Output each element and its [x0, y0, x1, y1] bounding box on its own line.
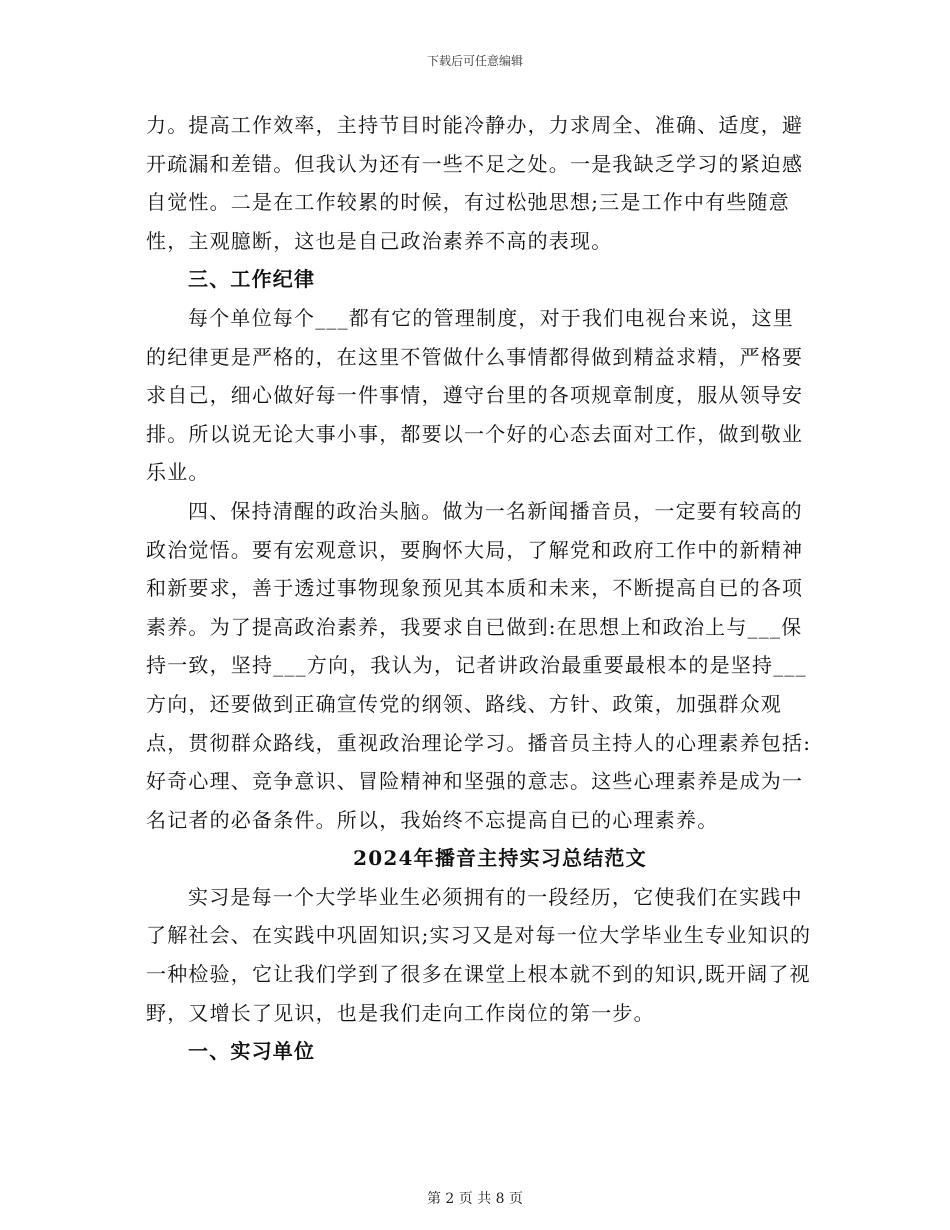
document-title: 2024年播音主持实习总结范文 [353, 846, 647, 871]
paragraph-work-efficiency: 力。提高工作效率，主持节目时能冷静办，力求周全、准确、适度，避开疏漏和差错。但我认为还有一些不足之处。一是我缺乏学习的紧迫感自觉性。二是在工作较累的时候，有过松弛思想;三是工作中有些随意性，主观臆断，这也是自己政治素养不高的表现。 [146, 113, 804, 253]
paragraph-work-discipline: 每个单位每个___都有它的管理制度，对于我们电视台来说，这里的纪律更是严格的，在这里不管做什么事情都得做到精益求精，严格要求自己，细心做好每一件事情，遵守台里的各项规章制度，服从领导安排。所以说无论大事小事，都要以一个好的心态去面对工作，做到敬业乐业。 [146, 305, 804, 485]
page-header-note: 下载后可任意编辑 [426, 54, 523, 68]
section-heading-work-discipline: 三、工作纪律 [188, 267, 316, 292]
paragraph-internship-intro: 实习是每一个大学毕业生必须拥有的一段经历，它使我们在实践中了解社会、在实践中巩固知识;实习又是对每一位大学毕业生专业知识的一种检验，它让我们学到了很多在课堂上根本就不到的知识,既开阔了视野，又增长了见识，也是我们走向工作岗位的第一步。 [146, 884, 812, 1025]
paragraph-political-mind: 四、保持清醒的政治头脑。做为一名新闻播音员，一定要有较高的政治觉悟。要有宏观意识，要胸怀大局，了解党和政府工作中的新精神和新要求，善于透过事物现象预见其本质和未来，不断提高自已的各项素养。为了提高政治素养，我要求自已做到:在思想上和政治上与___保持一致，坚持___方向，我认为，记者讲政治最重要最根本的是坚持___方向，还要做到正确宣传党的纲领、路线、方针、政策，加强群众观点，贯彻群众路线，重视政治理论学习。播音员主持人的心理素养包括:好奇心理、竞争意识、冒险精神和坚强的意志。这些心理素养是成为一名记者的必备条件。所以，我始终不忘提高自已的心理素养。 [146, 498, 812, 832]
page-number-footer: 第 2 页 共 8 页 [426, 1191, 524, 1207]
section-heading-internship-unit: 一、实习单位 [188, 1039, 316, 1064]
document-body [146, 106, 814, 1071]
